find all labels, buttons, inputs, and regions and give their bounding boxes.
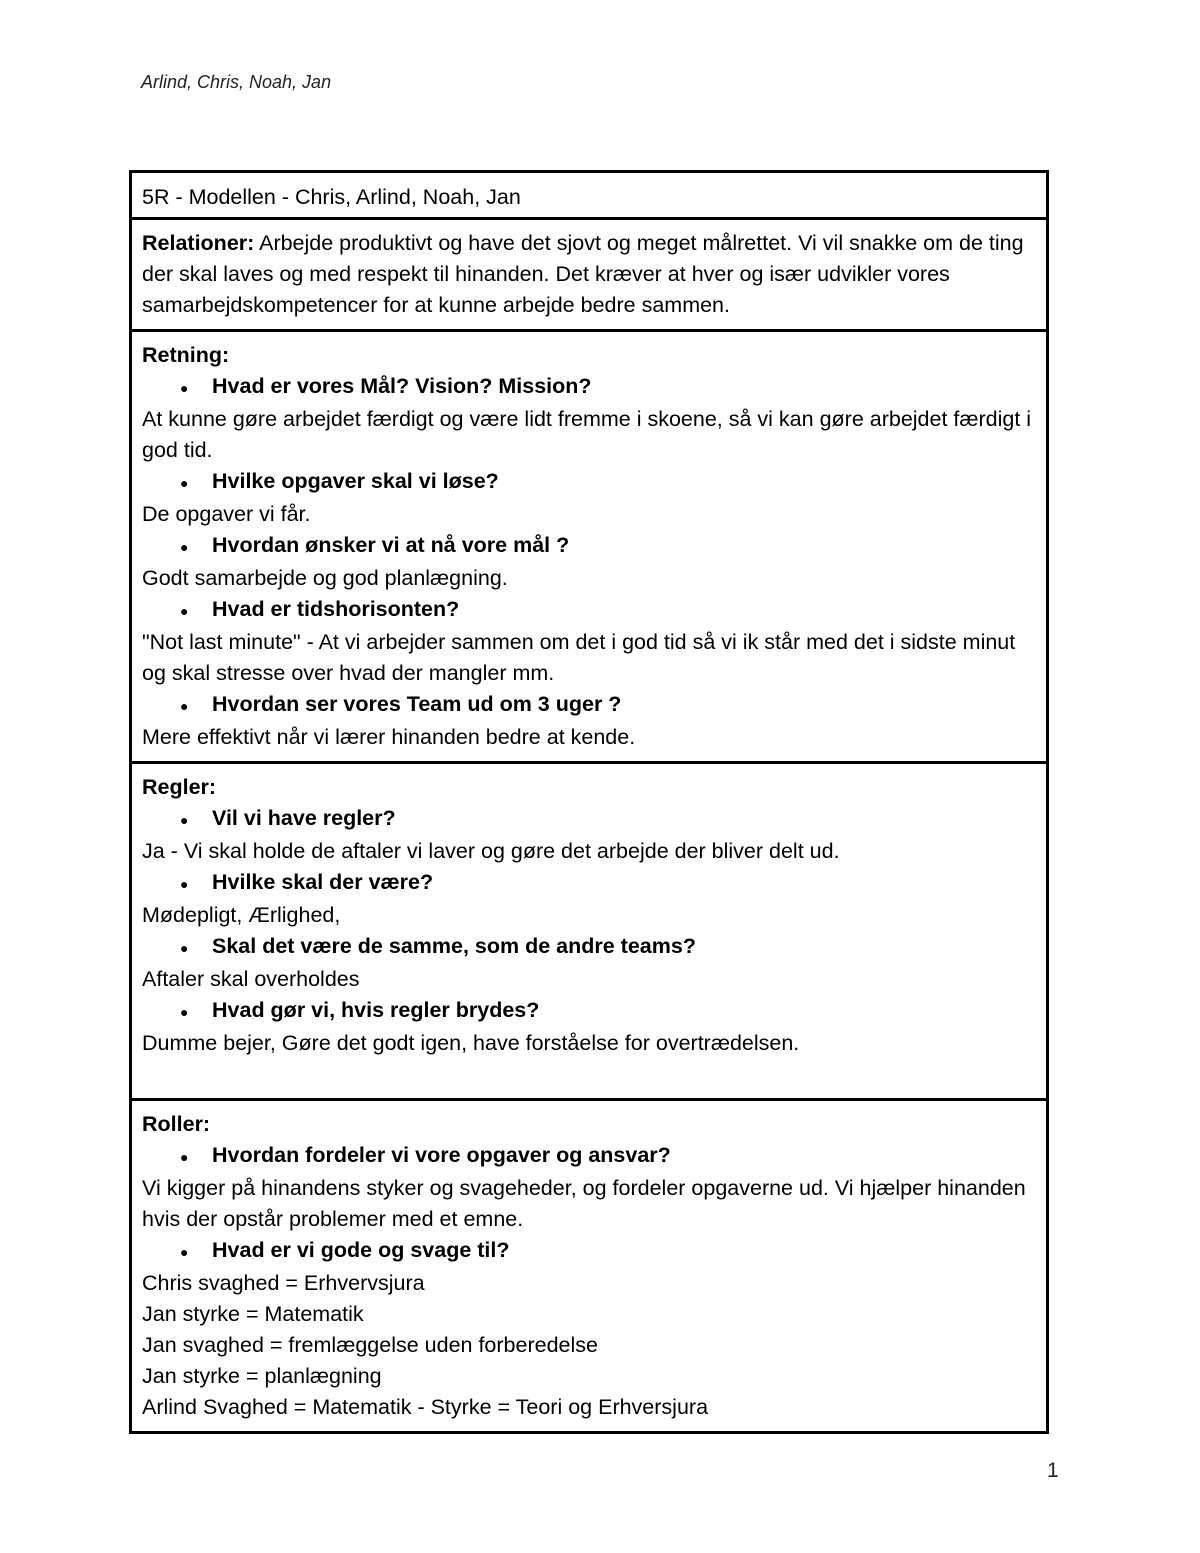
relationer-text: Arbejde produktivt og have det sjovt og meget målrettet. Vi vil snakke om de ting der skal laves og med respekt til hinanden. Det kræver at hver og især udvikler vores samarbejdskompetencer for at kunne arbejde bedre sammen.: [142, 231, 1024, 317]
bullet-icon: ●: [180, 380, 189, 396]
question-text: Hvordan ønsker vi at nå vore mål ?: [212, 533, 570, 557]
roller-cell: [131, 1100, 1048, 1433]
roller-label: Roller:: [142, 1112, 211, 1136]
question-text: Hvad er vores Mål? Vision? Mission?: [212, 374, 592, 398]
retning-question-4: [180, 594, 1036, 627]
relationer-row: [131, 219, 1048, 331]
bullet-icon: ●: [180, 1004, 189, 1020]
bullet-icon: ●: [180, 1244, 189, 1260]
regler-answer-3: Aftaler skal overholdes: [142, 967, 360, 991]
question-text: Hvordan ser vores Team ud om 3 uger ?: [212, 692, 622, 716]
empty-line: [142, 1059, 1036, 1090]
bullet-icon: ●: [180, 812, 189, 828]
regler-label: Regler:: [142, 775, 217, 799]
table-title-row: [131, 172, 1048, 219]
regler-answer-4: Dumme bejer, Gøre det godt igen, have forståelse for overtrædelsen.: [142, 1031, 800, 1055]
roller-answer-1: Vi kigger på hinandens styker og svageheder, og fordeler opgaverne ud. Vi hjælper hinanden hvis der opstår problemer med et emne.: [142, 1176, 1026, 1231]
bullet-icon: ●: [180, 698, 189, 714]
roller-row: [131, 1100, 1048, 1433]
roller-question-1: [180, 1140, 1036, 1173]
retning-row: [131, 331, 1048, 763]
bullet-icon: ●: [180, 1149, 189, 1165]
regler-answer-2: Mødepligt, Ærlighed,: [142, 903, 341, 927]
regler-question-4: [180, 995, 1036, 1028]
retning-label: Retning:: [142, 343, 230, 367]
question-text: Hvad gør vi, hvis regler brydes?: [212, 998, 540, 1022]
regler-row: [131, 763, 1048, 1100]
question-text: Hvilke opgaver skal vi løse?: [212, 469, 499, 493]
bullet-icon: ●: [180, 475, 189, 491]
table-title-cell: 5R - Modellen - Chris, Arlind, Noah, Jan: [131, 172, 1048, 219]
regler-question-2: [180, 867, 1036, 900]
retning-cell: [131, 331, 1048, 763]
regler-question-3: [180, 931, 1036, 964]
question-text: Hvad er vi gode og svage til?: [212, 1238, 510, 1262]
page-number: 1: [1047, 1459, 1059, 1482]
bullet-icon: ●: [180, 876, 189, 892]
retning-question-1: [180, 371, 1036, 404]
roller-line-2: Jan svaghed = fremlæggelse uden forberedelse: [142, 1333, 598, 1357]
roller-line-4: Arlind Svaghed = Matematik - Styrke = Teori og Erhversjura: [142, 1395, 709, 1419]
question-text: Hvilke skal der være?: [212, 870, 434, 894]
retning-answer-4: "Not last minute" - At vi arbejder sammen om det i god tid så vi ik står med det i sidste minut og skal stresse over hvad der mangler mm.: [142, 630, 1016, 685]
relationer-cell: [131, 219, 1048, 331]
roller-line-1: Jan styrke = Matematik: [142, 1302, 364, 1326]
page-header-authors: Arlind, Chris, Noah, Jan: [141, 72, 332, 92]
roller-answer-2: Chris svaghed = Erhvervsjura: [142, 1271, 425, 1295]
retning-answer-1: At kunne gøre arbejdet færdigt og være lidt fremme i skoene, så vi kan gøre arbejdet færdigt i god tid.: [142, 407, 1032, 462]
roller-question-2: [180, 1235, 1036, 1268]
retning-answer-5: Mere effektivt når vi lærer hinanden bedre at kende.: [142, 725, 636, 749]
regler-answer-1: Ja - Vi skal holde de aftaler vi laver og gøre det arbejde der bliver delt ud.: [142, 839, 840, 863]
retning-answer-2: De opgaver vi får.: [142, 502, 311, 526]
retning-answer-3: Godt samarbejde og god planlægning.: [142, 566, 508, 590]
question-text: Skal det være de samme, som de andre teams?: [212, 934, 696, 958]
retning-question-2: [180, 466, 1036, 499]
roller-line-3: Jan styrke = planlægning: [142, 1364, 382, 1388]
question-text: Vil vi have regler?: [212, 806, 396, 830]
five-r-model-table: [129, 170, 1049, 1434]
bullet-icon: ●: [180, 539, 189, 555]
retning-question-5: [180, 689, 1036, 722]
relationer-label: Relationer:: [142, 231, 255, 255]
bullet-icon: ●: [180, 940, 189, 956]
question-text: Hvordan fordeler vi vore opgaver og ansvar?: [212, 1143, 671, 1167]
retning-question-3: [180, 530, 1036, 563]
regler-question-1: [180, 803, 1036, 836]
bullet-icon: ●: [180, 603, 189, 619]
regler-cell: [131, 763, 1048, 1100]
question-text: Hvad er tidshorisonten?: [212, 597, 460, 621]
